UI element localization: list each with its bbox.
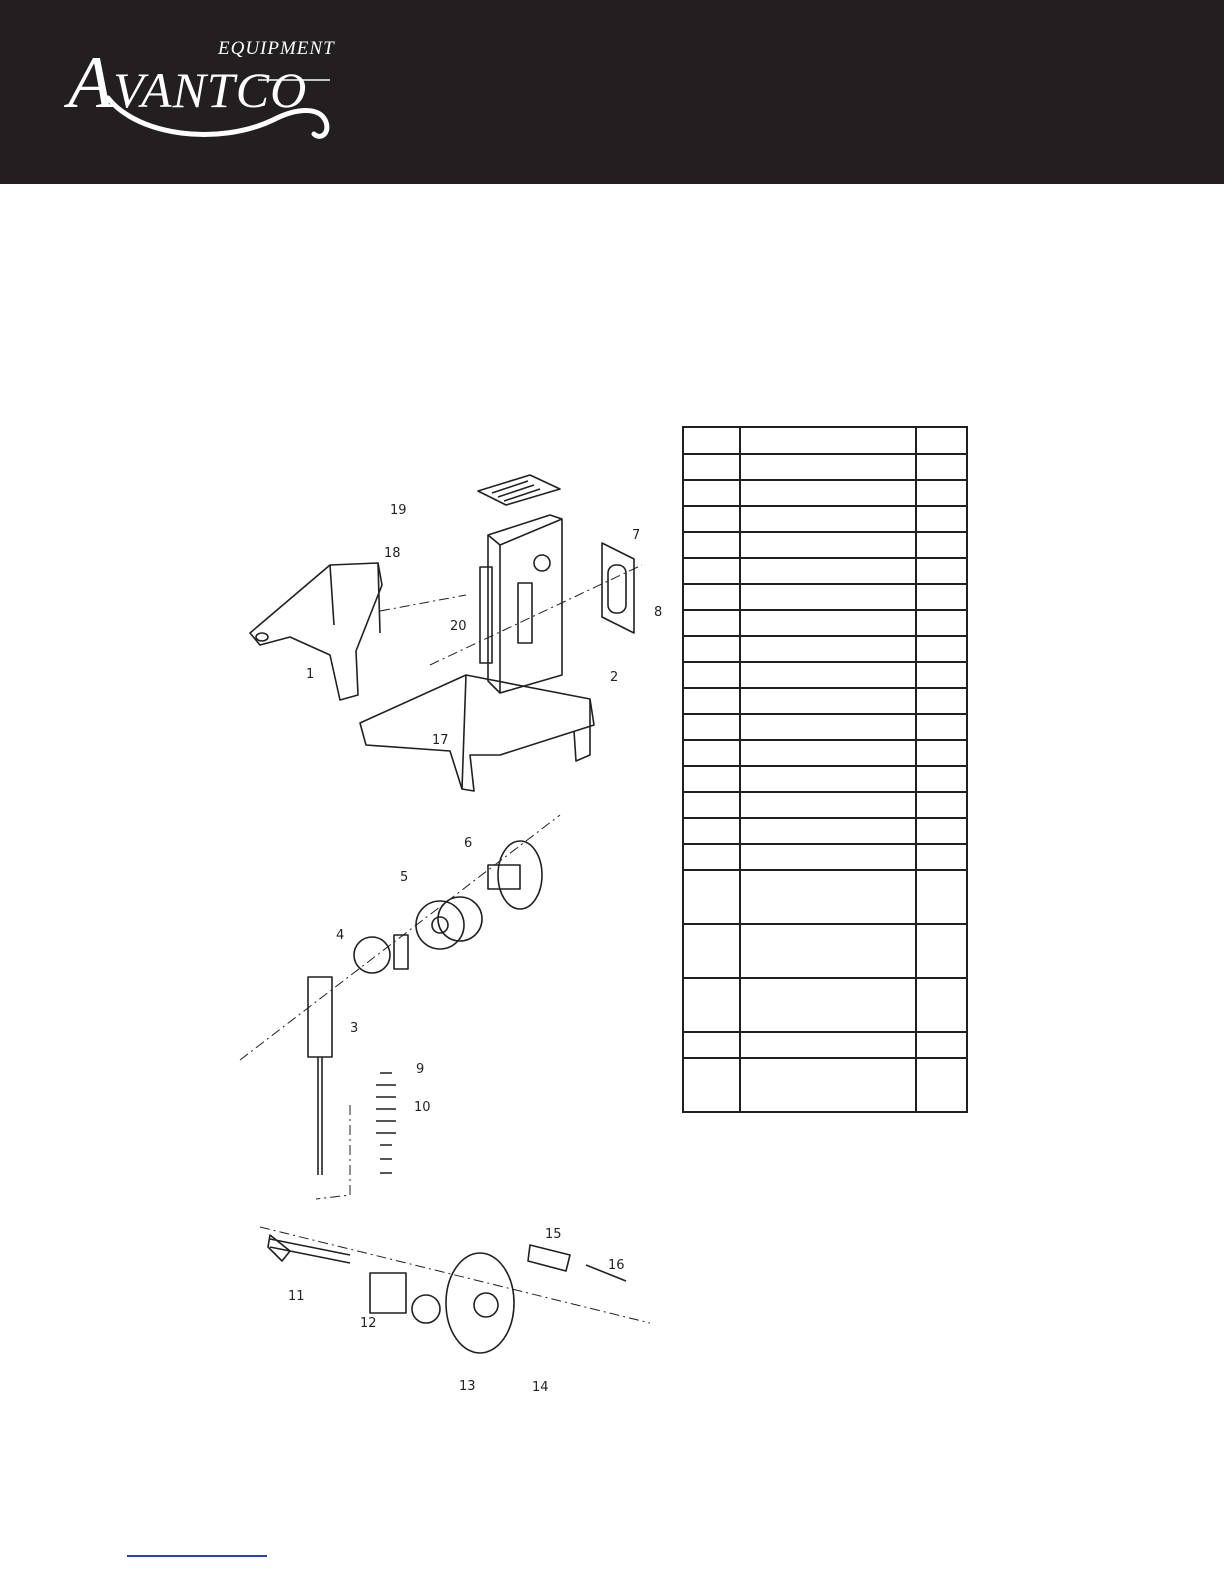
callout-label: 11 xyxy=(288,1289,305,1304)
table-cell xyxy=(683,454,740,480)
column-part xyxy=(480,515,562,693)
table-row xyxy=(683,1058,967,1112)
table-cell xyxy=(916,454,967,480)
shaft-part xyxy=(268,1235,350,1263)
table-cell xyxy=(740,818,916,844)
table-cell xyxy=(683,480,740,506)
table-cell xyxy=(683,844,740,870)
table-row xyxy=(683,558,967,584)
table-cell xyxy=(740,584,916,610)
table-cell xyxy=(740,454,916,480)
exploded-parts-diagram xyxy=(230,455,670,1415)
header-band xyxy=(0,0,1224,184)
table-cell xyxy=(740,427,916,454)
callout-label: 20 xyxy=(450,619,467,634)
table-cell xyxy=(683,636,740,662)
table-cell xyxy=(683,792,740,818)
parts-table-body xyxy=(683,427,967,1112)
table-cell xyxy=(740,610,916,636)
table-cell xyxy=(740,766,916,792)
callout-label: 10 xyxy=(414,1100,431,1115)
plate-part xyxy=(308,977,332,1175)
table-cell xyxy=(740,662,916,688)
logo-rest: VANTCO xyxy=(113,62,308,118)
callout-label: 8 xyxy=(654,605,663,620)
hopper-part xyxy=(250,563,382,700)
table-row xyxy=(683,978,967,1032)
table-cell xyxy=(916,688,967,714)
table-row xyxy=(683,610,967,636)
parts-drawing xyxy=(230,455,670,1415)
callout-label: 12 xyxy=(360,1316,377,1331)
brand-logo xyxy=(68,36,348,146)
callout-label: 2 xyxy=(610,670,619,685)
table-cell xyxy=(740,688,916,714)
table-cell xyxy=(740,1058,916,1112)
table-cell xyxy=(683,740,740,766)
callout-label: 17 xyxy=(432,733,449,748)
callout-label: 14 xyxy=(532,1380,549,1395)
capacitor-part xyxy=(602,543,634,633)
callout-label: 15 xyxy=(545,1227,562,1242)
table-cell xyxy=(683,1032,740,1058)
table-row xyxy=(683,506,967,532)
table-cell xyxy=(683,584,740,610)
handwheel-part xyxy=(370,1253,514,1353)
table-cell xyxy=(916,427,967,454)
table-cell xyxy=(683,818,740,844)
table-row xyxy=(683,714,967,740)
table-cell xyxy=(740,506,916,532)
table-cell xyxy=(916,924,967,978)
table-cell xyxy=(683,714,740,740)
table-cell xyxy=(916,766,967,792)
table-cell xyxy=(916,584,967,610)
callout-label: 5 xyxy=(400,870,409,885)
callout-label: 18 xyxy=(384,546,401,561)
callout-label: 7 xyxy=(632,528,641,543)
table-cell xyxy=(740,870,916,924)
table-cell xyxy=(916,610,967,636)
table-row xyxy=(683,532,967,558)
table-cell xyxy=(683,610,740,636)
table-row xyxy=(683,844,967,870)
table-row xyxy=(683,740,967,766)
table-cell xyxy=(740,532,916,558)
table-cell xyxy=(916,1058,967,1112)
table-cell xyxy=(683,870,740,924)
table-cell xyxy=(916,844,967,870)
vent-cover-part xyxy=(478,475,560,505)
logo-subtitle: EQUIPMENT xyxy=(218,38,335,59)
table-row xyxy=(683,1032,967,1058)
callout-label: 19 xyxy=(390,503,407,518)
bearing-part xyxy=(354,935,408,973)
spring-stack-part xyxy=(376,1073,396,1173)
table-cell xyxy=(740,558,916,584)
table-cell xyxy=(683,532,740,558)
table-row xyxy=(683,792,967,818)
footer-link[interactable] xyxy=(127,1555,267,1557)
table-cell xyxy=(683,506,740,532)
table-row xyxy=(683,870,967,924)
table-cell xyxy=(683,766,740,792)
table-cell xyxy=(916,1032,967,1058)
table-row xyxy=(683,688,967,714)
table-cell xyxy=(916,714,967,740)
table-cell xyxy=(740,978,916,1032)
table-cell xyxy=(683,427,740,454)
table-cell xyxy=(740,792,916,818)
table-row xyxy=(683,584,967,610)
table-row xyxy=(683,454,967,480)
gear-part xyxy=(416,897,482,949)
table-cell xyxy=(916,506,967,532)
logo-initial: A xyxy=(68,42,114,124)
callout-label: 16 xyxy=(608,1258,625,1273)
table-row xyxy=(683,766,967,792)
table-cell xyxy=(916,480,967,506)
table-cell xyxy=(740,924,916,978)
table-cell xyxy=(740,740,916,766)
table-cell xyxy=(683,688,740,714)
table-row xyxy=(683,636,967,662)
callout-label: 13 xyxy=(459,1379,476,1394)
table-cell xyxy=(740,636,916,662)
table-row xyxy=(683,924,967,978)
table-cell xyxy=(683,558,740,584)
table-cell xyxy=(683,1058,740,1112)
table-cell xyxy=(916,978,967,1032)
table-cell xyxy=(740,714,916,740)
callout-label: 4 xyxy=(336,928,345,943)
table-cell xyxy=(683,924,740,978)
table-cell xyxy=(916,818,967,844)
parts-table xyxy=(682,426,968,1113)
callout-label: 6 xyxy=(464,836,473,851)
table-header-row xyxy=(683,427,967,454)
callout-label: 1 xyxy=(306,667,315,682)
table-cell xyxy=(916,792,967,818)
table-row xyxy=(683,480,967,506)
table-cell xyxy=(740,844,916,870)
table-row xyxy=(683,818,967,844)
base-part xyxy=(360,675,594,791)
table-cell xyxy=(916,662,967,688)
table-cell xyxy=(916,740,967,766)
callout-label: 3 xyxy=(350,1021,359,1036)
callout-label: 9 xyxy=(416,1062,425,1077)
table-cell xyxy=(740,1032,916,1058)
table-row xyxy=(683,662,967,688)
table-cell xyxy=(916,532,967,558)
table-cell xyxy=(683,978,740,1032)
table-cell xyxy=(916,558,967,584)
table-cell xyxy=(916,636,967,662)
table-cell xyxy=(683,662,740,688)
table-cell xyxy=(740,480,916,506)
table-cell xyxy=(916,870,967,924)
flange-part xyxy=(488,841,542,909)
